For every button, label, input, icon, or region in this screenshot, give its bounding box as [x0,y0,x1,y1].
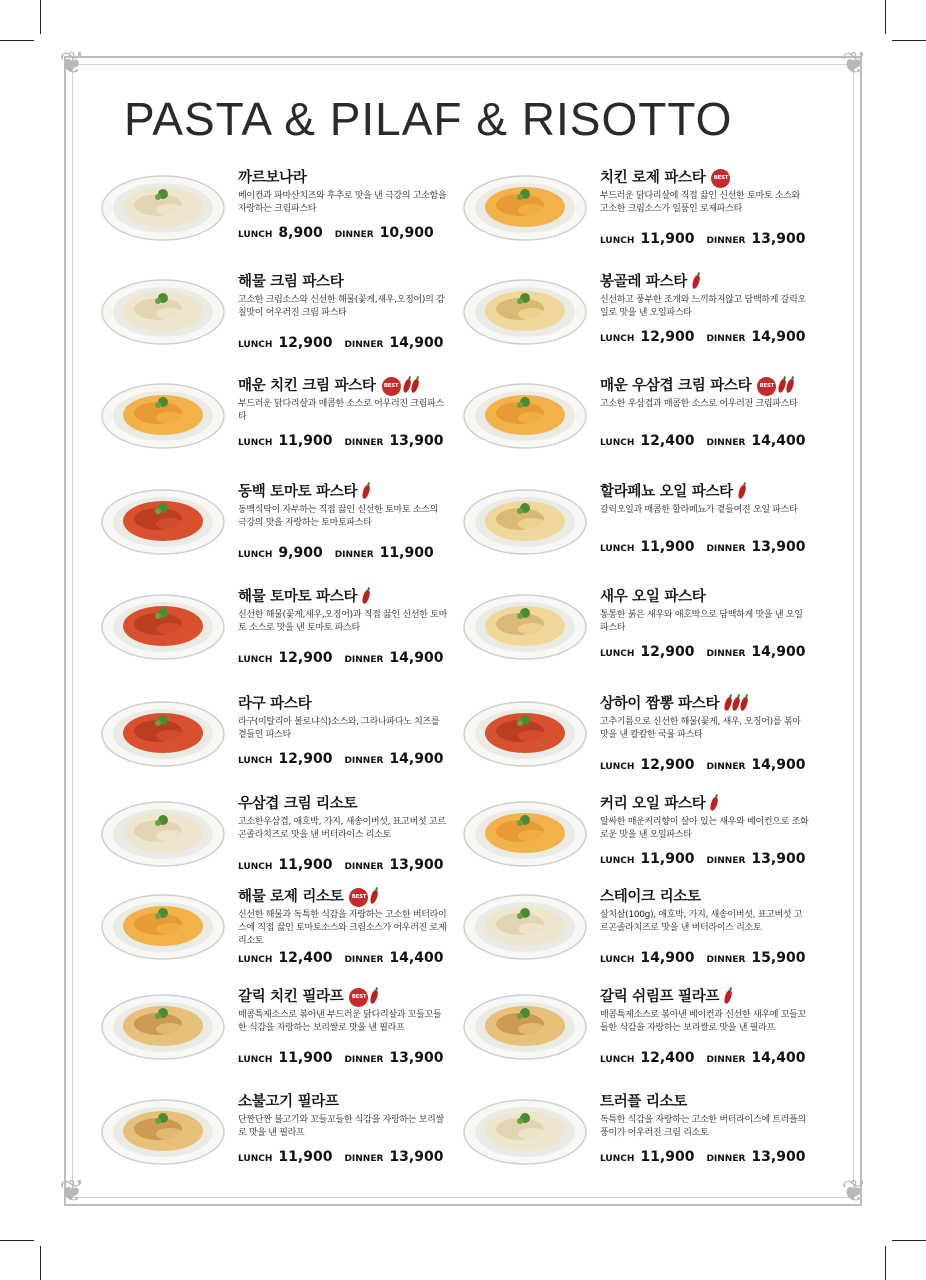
menu-item-name [238,692,311,713]
dinner-price: 14,900 [751,329,806,345]
dinner-price: 13,900 [751,539,806,555]
chili-icon [723,989,733,1004]
menu-item-name [600,692,749,713]
crop-mark [885,0,886,34]
menu-item-name-text: 라구 파스타 [238,696,312,712]
lunch-label: LUNCH [600,955,635,965]
dinner-price: 14,400 [751,433,806,449]
dinner-label: DINNER [334,230,374,240]
menu-item [462,374,822,474]
menu-item-name-text: 매운 우삼겹 크림 파스타 [600,378,752,394]
dinner-label: DINNER [706,856,746,866]
menu-item-price [238,332,455,351]
menu-item-price [600,326,817,345]
dish-photo [462,1094,588,1166]
crop-mark [0,1240,34,1241]
menu-item-name-text: 동백 토마토 파스타 [238,484,358,500]
lunch-label: LUNCH [600,1055,635,1065]
dinner-price: 13,900 [751,851,806,867]
dinner-label: DINNER [344,862,384,872]
dinner-label: DINNER [344,438,384,448]
lunch-price: 14,900 [640,950,695,966]
dinner-price: 13,900 [389,1050,444,1066]
dinner-price: 14,400 [389,950,444,966]
lunch-label: LUNCH [600,1154,635,1164]
menu-item-description: 고소한 우삼겹과 매콤한 소스로 어우러진 크림파스타 [600,399,798,409]
dish-photo [100,484,226,556]
dinner-price: 13,900 [389,433,444,449]
menu-item-description: 동백식탁이 자부하는 직접 끓인 신선한 토마토 소스의 극강의 맛을 자랑하는 토마토파스타 [238,505,439,528]
lunch-price: 11,900 [640,539,695,555]
lunch-price: 12,400 [640,433,695,449]
menu-item-name-text: 우삼겹 크림 리소토 [238,796,358,812]
chili-icon [739,696,749,711]
dinner-price: 14,900 [389,650,444,666]
dinner-price: 14,900 [389,335,444,351]
menu-item-name-text: 갈릭 치킨 필라프 [238,989,344,1005]
menu-item-name-text: 봉골레 파스타 [600,274,687,290]
menu-item-description: 신선한 해물과 독특한 식감을 자랑하는 고소한 버터라이스에 직접 끓인 토마토소스와 크림소스가 어우러진 로제 리소토 [238,910,447,946]
dinner-label: DINNER [706,544,746,554]
menu-item [100,885,460,985]
chili-icon [737,484,747,499]
dish-photo [462,484,588,556]
menu-item-description: 고소한우삼겹, 애호박, 가지, 새송이버섯, 표고버섯 고르곤졸라치즈로 맛을 낸 버터라이스 리소토 [238,817,446,840]
lunch-price: 11,900 [640,851,695,867]
dish-photo [100,889,226,961]
lunch-label: LUNCH [600,438,635,448]
menu-item [100,985,460,1085]
lunch-label: LUNCH [238,230,273,240]
lunch-price: 8,900 [278,225,323,241]
dish-photo [100,796,226,868]
menu-item [100,692,460,792]
dinner-price: 13,900 [751,1149,806,1165]
dinner-price: 14,900 [751,644,806,660]
menu-item-description: 갈릭오일과 매콤한 할라페뇨가 곁들여진 오일 파스타 [600,505,798,515]
dish-photo [100,378,226,450]
menu-item [462,792,822,892]
dish-photo [462,274,588,346]
badges [757,377,795,396]
menu-item-price [600,228,817,247]
chili-icon [402,378,412,393]
menu-item-price [238,222,446,241]
dinner-label: DINNER [334,550,374,560]
best-badge: BEST [349,888,368,907]
menu-item-name-text: 소불고기 필라프 [238,1094,339,1110]
menu-item-name [238,985,379,1007]
menu-item-price [238,542,446,561]
menu-item-name-text: 상하이 짬뽕 파스타 [600,696,720,712]
menu-item-description: 신선하고 풍부한 조개와 느끼하지않고 담백하게 갈릭오일로 맛을 낸 오일파스타 [600,295,806,318]
dish-photo [462,378,588,450]
menu-item [100,374,460,474]
lunch-price: 9,900 [278,545,323,561]
dish-photo [462,989,588,1061]
badges [725,696,749,712]
menu-item-name [600,885,701,906]
menu-item-name [238,480,371,501]
menu-item [462,166,822,266]
chili-icon [361,589,371,604]
crop-mark [885,1246,886,1280]
crop-mark [40,1246,41,1280]
lunch-price: 12,400 [640,1050,695,1066]
menu-item [462,985,822,1085]
menu-item-name [600,166,733,188]
badges [711,796,719,812]
badges [363,484,371,500]
badges [711,169,733,188]
menu-item-name [600,374,795,396]
lunch-label: LUNCH [238,1154,273,1164]
chili-icon [709,796,719,811]
badges [739,484,747,500]
dinner-label: DINNER [344,1055,384,1065]
dish-photo [462,589,588,661]
dinner-price: 13,900 [389,857,444,873]
menu-item-description: 베이컨과 파마산치즈와 후추로 맛을 낸 극강의 고소함을 자랑하는 크림파스타 [238,191,447,214]
menu-item-description: 알싸한 매운커리향이 살아 있는 새우와 베이컨으로 조화로운 맛을 낸 오일파스타 [600,817,809,840]
dinner-label: DINNER [706,334,746,344]
lunch-label: LUNCH [238,438,273,448]
menu-item-price [238,1047,455,1066]
lunch-label: LUNCH [600,649,635,659]
menu-item-price [600,1047,817,1066]
menu-title: PASTA & PILAF & RISOTTO [124,93,733,145]
lunch-price: 11,900 [640,231,695,247]
flourish-icon: ❦ [59,1174,85,1209]
crop-mark [40,0,41,34]
best-badge: BEST [757,377,776,396]
menu-item-description: 단짠단짠 불고기와 꼬들꼬들한 식감을 자랑하는 보리쌀로 맛을 낸 필라프 [238,1115,444,1138]
chili-icon [785,378,795,393]
dinner-label: DINNER [706,1154,746,1164]
lunch-label: LUNCH [600,762,635,772]
menu-item [462,270,822,370]
menu-item [462,480,822,580]
menu-item-name [600,480,747,501]
menu-item-name-text: 트러플 리소토 [600,1094,687,1110]
menu-item-name [238,792,357,813]
menu-item-description: 매콤특제소스로 볶아낸 베이컨과 신선한 새우에 꼬들꼬들한 식감을 자랑하는 보리쌀로 맛을 낸 필라프 [600,1010,806,1033]
menu-item-description: 고소한 크림소스와 신선한 해물(꽃게,새우,오징어)의 감칠맛이 어우러진 크림 파스타 [238,295,445,318]
menu-item-description: 부드러운 닭다리살에 직접 끓인 신선한 토마토 소스와 고소한 크림소스가 일품인 로제파스타 [600,191,801,214]
badges [349,988,379,1007]
crop-mark [0,40,34,41]
lunch-label: LUNCH [600,544,635,554]
dish-photo [462,889,588,961]
menu-item-name [238,1090,339,1111]
menu-item-description: 통통한 붉은 새우와 애호박으로 담백하게 맛을 낸 오일 파스타 [600,610,803,633]
menu-item [100,166,460,266]
dish-photo [462,170,588,242]
lunch-price: 12,900 [278,650,333,666]
menu-item [100,270,460,370]
menu-item [462,885,822,985]
dinner-price: 14,900 [751,757,806,773]
dish-photo [100,1094,226,1166]
menu-item [100,792,460,892]
menu-item-name-text: 새우 오일 파스타 [600,589,706,605]
crop-mark [892,40,926,41]
lunch-price: 12,900 [640,644,695,660]
menu-item-description: 매콤특제소스로 볶아낸 부드러운 닭다리살과 꼬들꼬들한 식감을 자랑하는 보리쌀로 맛을 낸 필라프 [238,1010,442,1033]
menu-item-name [238,270,343,291]
lunch-price: 12,900 [278,335,333,351]
lunch-label: LUNCH [238,550,273,560]
dinner-label: DINNER [344,756,384,766]
menu-item-name [600,792,719,813]
dish-photo [100,589,226,661]
menu-item-price [600,430,817,449]
dish-photo [462,796,588,868]
menu-item-description: 독특한 식감을 자랑하는 고소한 버터라이스에 트러플의 풍미가 어우러진 크림 리소토 [600,1115,806,1138]
menu-item-name-text: 스테이크 리소토 [600,889,701,905]
dinner-price: 13,900 [389,1149,444,1165]
menu-item-description: 부드러운 닭다리살과 매콤한 소스로 어우러진 크림파스타 [238,399,444,422]
lunch-label: LUNCH [238,955,273,965]
dinner-price: 14,400 [751,1050,806,1066]
menu-item [462,585,822,685]
dinner-label: DINNER [706,236,746,246]
dinner-label: DINNER [344,655,384,665]
lunch-label: LUNCH [238,655,273,665]
dish-photo [100,170,226,242]
menu-item [100,480,460,580]
menu-item-name [238,585,371,606]
chili-icon [369,989,379,1004]
flourish-icon: ❦ [841,1174,867,1209]
menu-item-name-text: 까르보나라 [238,170,307,186]
dish-photo [100,989,226,1061]
menu-item-name-text: 해물 로제 리소토 [238,889,344,905]
menu-item-name-text: 할라페뇨 오일 파스타 [600,484,733,500]
badges [382,377,420,396]
chili-icon [410,378,420,393]
menu-item-name-text: 치킨 로제 파스타 [600,170,706,186]
badges [349,888,379,907]
lunch-price: 12,900 [278,751,333,767]
dinner-price: 14,900 [389,751,444,767]
flourish-icon: ❦ [59,46,85,81]
lunch-price: 11,900 [278,433,333,449]
lunch-price: 11,900 [278,1149,333,1165]
menu-item-name-text: 매운 치킨 크림 파스타 [238,378,376,394]
menu-item-name-text: 커리 오일 파스타 [600,796,706,812]
dish-photo [100,696,226,768]
dinner-label: DINNER [706,438,746,448]
dinner-price: 13,900 [751,231,806,247]
dinner-label: DINNER [706,955,746,965]
menu-item [462,692,822,792]
dish-photo [100,274,226,346]
lunch-label: LUNCH [600,856,635,866]
menu-item-price [600,848,817,867]
dinner-price: 10,900 [379,225,434,241]
menu-item [100,1090,460,1190]
chili-icon [691,274,701,289]
chili-icon [369,889,379,904]
menu-item-price [600,641,817,660]
lunch-price: 11,900 [278,857,333,873]
best-badge: BEST [382,377,401,396]
lunch-price: 11,900 [278,1050,333,1066]
menu-item-price [600,536,817,555]
badges [725,989,733,1005]
menu-item [462,1090,822,1190]
menu-item-name [600,585,705,606]
crop-mark [892,1240,926,1241]
menu-item-name [600,1090,687,1111]
lunch-label: LUNCH [238,1055,273,1065]
dinner-label: DINNER [344,955,384,965]
menu-item-price [238,647,455,666]
dinner-label: DINNER [706,1055,746,1065]
best-badge: BEST [349,988,368,1007]
menu-item-name [238,374,420,396]
lunch-price: 12,900 [640,329,695,345]
menu-item-price [600,947,817,966]
menu-item-description: 고추기름으로 신선한 해물(꽃게, 새우, 오징어)를 볶아 맛을 낸 칼칼한 국물 파스타 [600,717,801,740]
dinner-price: 11,900 [379,545,434,561]
best-badge: BEST [711,169,730,188]
menu-item-price [238,430,455,449]
menu-item-name-text: 해물 토마토 파스타 [238,589,358,605]
badges [363,589,371,605]
dish-photo [462,696,588,768]
menu-item-description: 살치살(100g), 애호박, 가지, 새송이버섯, 표고버섯 고르곤졸라치즈로 맛을 낸 버터라이스 리소토 [600,910,803,933]
menu-item-price [600,1146,817,1165]
menu-item-price [238,1146,455,1165]
badges [693,274,701,290]
lunch-price: 12,900 [640,757,695,773]
lunch-label: LUNCH [238,862,273,872]
dinner-label: DINNER [344,340,384,350]
menu-item-description: 라구(이탈리아 볼로냐식)소스와, 그라나파다노 치즈를 곁들인 파스타 [238,717,440,740]
dinner-label: DINNER [344,1154,384,1164]
flourish-icon: ❦ [841,46,867,81]
menu-item-price [238,947,455,966]
lunch-label: LUNCH [600,236,635,246]
lunch-label: LUNCH [238,756,273,766]
lunch-label: LUNCH [600,334,635,344]
lunch-price: 12,400 [278,950,333,966]
lunch-label: LUNCH [238,340,273,350]
dinner-label: DINNER [706,762,746,772]
menu-item [100,585,460,685]
menu-item-name [600,270,701,291]
menu-item-description: 신선한 해물(꽃게,새우,오징어)과 직접 끓인 신선한 토마토 소스로 맛을 낸 토마토 파스타 [238,610,448,633]
dinner-label: DINNER [706,649,746,659]
menu-item-price [238,854,455,873]
menu-item-name [238,166,307,187]
menu-item-name [600,985,733,1006]
dinner-price: 15,900 [751,950,806,966]
chili-icon [361,484,371,499]
menu-item-name-text: 해물 크림 파스타 [238,274,344,290]
lunch-price: 11,900 [640,1149,695,1165]
menu-item-name [238,885,379,907]
menu-item-price [600,754,817,773]
menu-item-price [238,748,455,767]
menu-item-name-text: 갈릭 쉬림프 필라프 [600,989,720,1005]
